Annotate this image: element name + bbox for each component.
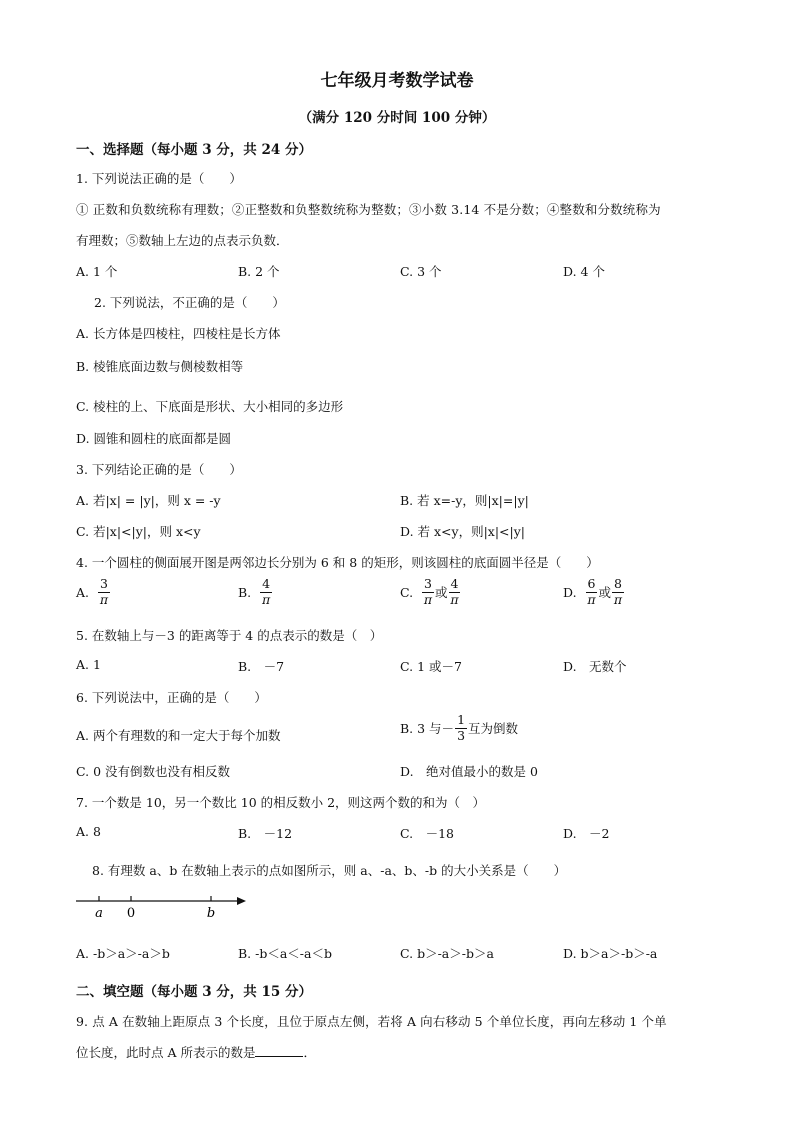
question-3-option-d: D. 若 x<y，则|x|<|y| xyxy=(400,524,526,539)
question-8-option-c: C. b＞-a＞-b＞a xyxy=(400,946,494,961)
question-7-stem: 7. 一个数是 10，另一个数比 10 的相反数小 2，则这两个数的和为（ ） xyxy=(76,795,486,810)
question-2-option-b: B. 棱锥底面边数与侧棱数相等 xyxy=(76,359,244,374)
question-9-text: 位长度，此时点 A 所表示的数是 xyxy=(76,1045,256,1060)
page-title: 七年级月考数学试卷 xyxy=(320,71,474,91)
fraction: $\frac{3}{\pi}$ xyxy=(423,576,433,607)
number-line-figure xyxy=(74,890,254,922)
axis-label-a: a xyxy=(95,906,103,921)
option-b-prefix: B. 3 与－ xyxy=(400,721,455,736)
section-fill-heading: 二、填空题（每小题 3 分，共 15 分） xyxy=(76,984,312,1000)
arrowhead-icon xyxy=(237,897,246,905)
question-3-option-c: C. 若|x|<|y|，则 x<y xyxy=(76,524,201,539)
question-9-line-2 xyxy=(76,1043,316,1061)
question-3-option-b: B. 若 x=-y，则|x|=|y| xyxy=(400,493,529,508)
fraction: $\frac{4}{\pi}$ xyxy=(261,576,271,607)
question-1-stem: 1. 下列说法正确的是（ ） xyxy=(76,171,242,186)
question-4-option-d xyxy=(563,578,625,606)
question-5-option-b: B. －7 xyxy=(238,659,285,674)
question-2-option-a: A. 长方体是四棱柱，四棱柱是长方体 xyxy=(76,326,281,341)
option-letter: A. xyxy=(76,584,90,600)
question-8-option-d: D. b＞a＞-b＞-a xyxy=(563,946,658,961)
question-7-option-c: C. －18 xyxy=(400,826,454,841)
question-4-stem: 4. 一个圆柱的侧面展开图是两邻边长分别为 6 和 8 的矩形，则该圆柱的底面圆半径是（ ） xyxy=(76,555,599,570)
question-7-option-b: B. －12 xyxy=(238,826,293,841)
question-1-line-1: ① 正数和负数统称有理数；②正整数和负整数统称为整数；③小数 3.14 不是分数；④整数和分数统称为 xyxy=(76,202,661,217)
question-1-option-b: B. 2 个 xyxy=(238,264,280,279)
question-6-option-b xyxy=(400,714,518,742)
question-3-option-a: A. 若|x| = |y|，则 x = -y xyxy=(76,493,221,508)
question-6-option-d: D. 绝对值最小的数是 0 xyxy=(400,764,538,779)
or-word: 或 xyxy=(598,585,611,600)
question-5-stem: 5. 在数轴上与－3 的距离等于 4 的点表示的数是（ ） xyxy=(76,628,383,643)
question-5-option-a: A. 1 xyxy=(76,657,101,672)
option-letter: D. xyxy=(563,584,577,600)
option-letter: C. xyxy=(400,584,414,600)
option-b-suffix: 互为倒数 xyxy=(468,721,519,736)
question-9-period: ． xyxy=(303,1045,316,1060)
fraction: $\frac{4}{\pi}$ xyxy=(450,576,459,607)
question-6-option-a: A. 两个有理数的和一定大于每个加数 xyxy=(76,728,281,743)
question-9-line-1: 9. 点 A 在数轴上距原点 3 个长度，且位于原点左侧，若将 A 向右移动 5 个单位长度，再向左移动 1 个单 xyxy=(76,1014,667,1029)
question-7-option-d: D. －2 xyxy=(563,826,610,841)
question-1-line-2: 有理数；⑤数轴上左边的点表示负数． xyxy=(76,233,289,248)
question-8-option-b: B. -b＜a＜-a＜b xyxy=(238,946,332,961)
fraction: $\frac{6}{\pi}$ xyxy=(587,576,596,607)
fraction: $\frac{3}{\pi}$ xyxy=(99,576,109,607)
question-6-option-c: C. 0 没有倒数也没有相反数 xyxy=(76,764,230,779)
question-8-stem: 8. 有理数 a、b 在数轴上表示的点如图所示，则 a、-a、b、-b 的大小关系是（ ） xyxy=(92,863,567,878)
question-1-option-d: D. 4 个 xyxy=(563,264,605,279)
question-2-stem: 2. 下列说法，不正确的是（ ） xyxy=(94,295,285,310)
page-subtitle: （满分 120 分时间 100 分钟） xyxy=(298,110,496,126)
fraction: $\frac{8}{\pi}$ xyxy=(613,576,623,607)
section-choice-heading: 一、选择题（每小题 3 分，共 24 分） xyxy=(76,142,312,158)
option-letter: B. xyxy=(238,584,252,600)
question-4-option-a xyxy=(76,578,111,606)
question-7-option-a: A. 8 xyxy=(76,824,101,839)
axis-label-b: b xyxy=(206,906,216,921)
question-4-option-b xyxy=(238,578,273,606)
question-4-option-c xyxy=(400,578,461,606)
question-5-option-d: D. 无数个 xyxy=(563,659,627,674)
question-3-stem: 3. 下列结论正确的是（ ） xyxy=(76,462,242,477)
answer-blank[interactable] xyxy=(255,1044,303,1057)
question-6-stem: 6. 下列说法中，正确的是（ ） xyxy=(76,690,267,705)
or-word: 或 xyxy=(435,585,448,600)
question-1-option-a: A. 1 个 xyxy=(76,264,118,279)
question-1-option-c: C. 3 个 xyxy=(400,264,442,279)
fraction: $\frac{1}{3}$ xyxy=(457,712,466,743)
axis-label-zero: 0 xyxy=(126,906,136,921)
question-5-option-c: C. 1 或－7 xyxy=(400,659,462,674)
question-2-option-d: D. 圆锥和圆柱的底面都是圆 xyxy=(76,431,232,446)
question-2-option-c: C. 棱柱的上、下底面是形状、大小相同的多边形 xyxy=(76,399,344,414)
question-8-option-a: A. -b＞a＞-a＞b xyxy=(76,946,170,961)
